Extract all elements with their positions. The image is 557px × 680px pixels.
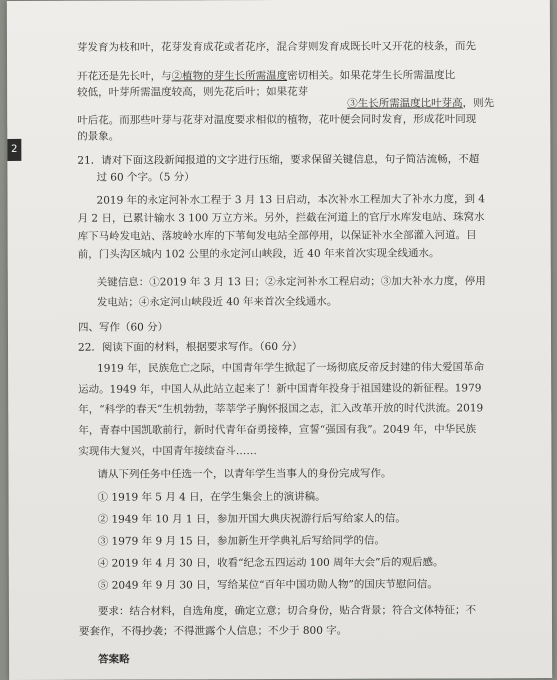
q22-material-4: 年，青春中国凯歌前行，新时代青年奋勇接棒，宣誓“强国有我”。2049 年，中华民族: [78, 423, 477, 437]
q22-material-5: 实现伟大复兴，中国青年接续奋斗……: [78, 445, 257, 458]
blank-answer-2: ②植物的芽生长所需温度: [171, 69, 288, 83]
q21-para-1: 2019 年的永定河补水工程于 3 月 13 日启动，本次补水工程加大了补水力度，到 4: [96, 193, 486, 207]
q21-para-3: 库下马岭发电站、落坡岭水库的下苇甸发电站全部停用，以保证补水全部灌入河道。目: [77, 229, 477, 243]
q22-material-2: 运动。1949 年，中国人从此站立起来了！新中国青年投身于祖国建设的新征程。1979: [78, 382, 482, 396]
intro-line-2: 开花还是先长叶，与②植物的芽生长所需温度密切相关。如果花芽生长所需温度比: [77, 69, 456, 83]
q22-title: 22．阅读下面的材料，根据要求写作。（60 分）: [78, 340, 303, 354]
intro-line-1: 芽发育为枝和叶，花芽发育成花或者花序，混合芽则发育成既长叶又开花的枝条，而先: [76, 40, 476, 54]
q22-requirements-2: 要套作，不得抄袭；不得泄露个人信息；不少于 800 字。: [78, 624, 348, 638]
intro-line-5: 叶后花。而那些叶芽与花芽对温度要求相似的植物，花叶便会同时发育，形成花叶同现: [77, 113, 477, 127]
page-tab-marker: 2: [7, 139, 21, 161]
q22-material-3: 年，“科学的春天”生机勃勃，莘莘学子胸怀报国之志，汇入改革开放的时代洪流。2019: [78, 402, 484, 416]
q21-para-2: 月 2 日，已累计输水 3 100 万立方米。另外，拦截在河道上的官厅水库发电站、珠窝水: [77, 211, 485, 225]
exam-page: [7, 0, 552, 680]
q21-answer-2: 发电站；④永定河山峡段近 40 年来首次全线通水。: [96, 295, 338, 309]
intro-line-6: 的景象。: [77, 130, 120, 143]
q22-answer: 答案略: [98, 653, 130, 666]
q22-task-4: ④ 2019 年 4 月 30 日，收看“纪念五四运动 100 周年大会”后的观后感。: [97, 556, 444, 570]
intro-line-3: 较低，叶芽所需温度较高，则先花后叶；如果花芽: [77, 85, 309, 99]
intro-line-4: ③生长所需温度比叶芽高，则先: [347, 97, 495, 110]
q22-material-1: 1919 年，民族危亡之际，中国青年学生掀起了一场彻底反帝反封建的伟大爱国革命: [97, 361, 485, 375]
q22-task-2: ② 1949 年 10 月 1 日，参加开国大典庆祝游行后写给家人的信。: [97, 512, 406, 526]
q21-title: 21．请对下面这段新闻报道的文字进行压缩，要求保留关键信息，句子简洁流畅，不超: [77, 153, 480, 167]
q21-answer-1: 关键信息：①2019 年 3 月 13 日；②永定河补水工程启动；③加大补水力度，停用: [96, 275, 486, 289]
q22-task-5: ⑤ 2049 年 9 月 30 日，写给某位“百年中国功勋人物”的国庆节慰问信。: [97, 578, 438, 592]
q22-instruction: 请从下列任务中任选一个，以青年学生当事人的身份完成写作。: [97, 467, 392, 481]
q22-task-1: ① 1919 年 5 月 4 日，在学生集会上的演讲稿。: [97, 490, 326, 504]
q22-task-3: ③ 1979 年 9 月 15 日，参加新生开学典礼后写给同学的信。: [97, 534, 386, 548]
q22-requirements-1: 要求：结合材料，自选角度，确定立意；切合身份，贴合背景；符合文体特征；不: [97, 604, 476, 618]
q21-title-2: 过 60 个字。（5 分）: [96, 171, 195, 184]
section-writing-heading: 四、写作（60 分）: [77, 321, 169, 334]
q21-para-4: 前，门头沟区城内 102 公里的永定河山峡段，近 40 年来首次实现全线通水。: [77, 247, 440, 261]
blank-answer-3: ③生长所需温度比叶芽高: [347, 97, 463, 110]
